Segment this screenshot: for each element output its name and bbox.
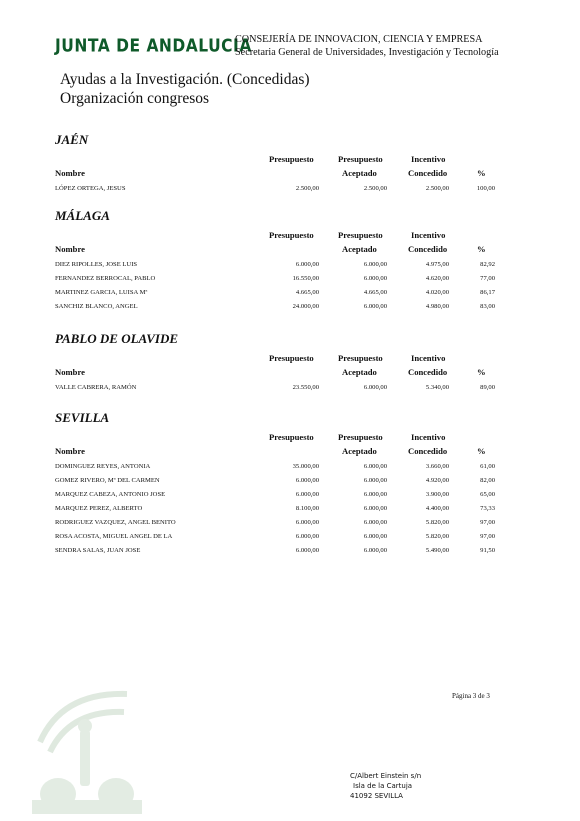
department-name: CONSEJERÍA DE INNOVACION, CIENCIA Y EMPRESA	[235, 34, 483, 45]
percentage-value: 61,00	[480, 463, 495, 470]
header-incentivo-1: Incentivo	[411, 230, 446, 240]
header-presupuesto-aceptado-2: Aceptado	[342, 446, 377, 456]
header-presupuesto-aceptado-1: Presupuesto	[338, 154, 383, 164]
section-2	[55, 331, 505, 395]
incentivo-value: 4.975,00	[425, 261, 449, 268]
header-incentivo-2: Concedido	[408, 367, 448, 377]
header-nombre: Nombre	[55, 446, 85, 456]
percentage-value: 65,00	[480, 491, 495, 498]
applicant-name: LÓPEZ ORTEGA, JESUS	[55, 185, 126, 192]
header-presupuesto-aceptado-1: Presupuesto	[338, 432, 383, 442]
address-line-2: Isla de la Cartuja	[353, 782, 413, 790]
table-row	[55, 544, 505, 558]
incentivo-value: 5.820,00	[425, 533, 449, 540]
percentage-value: 89,00	[480, 384, 495, 391]
column-header	[55, 353, 505, 381]
header-incentivo-1: Incentivo	[411, 432, 446, 442]
table-row	[55, 272, 505, 286]
applicant-name: GOMEZ RIVERO, Mª DEL CARMEN	[55, 477, 160, 484]
percentage-value: 83,00	[480, 303, 495, 310]
percentage-value: 77,00	[480, 275, 495, 282]
presupuesto-value: 6.000,00	[295, 261, 319, 268]
aceptado-value: 6.000,00	[363, 477, 387, 484]
table-row	[55, 182, 505, 196]
table-row	[55, 516, 505, 530]
table-row	[55, 300, 505, 314]
incentivo-value: 4.400,00	[425, 505, 449, 512]
applicant-name: MARQUEZ PEREZ, ALBERTO	[55, 505, 143, 512]
applicant-name: SANCHIZ BLANCO, ANGEL	[55, 303, 138, 310]
section-title: MÁLAGA	[55, 208, 110, 223]
title-line-1: Ayudas a la Investigación. (Concedidas)	[60, 71, 310, 88]
aceptado-value: 6.000,00	[363, 261, 387, 268]
aceptado-value: 4.665,00	[363, 289, 387, 296]
percentage-value: 73,33	[480, 505, 495, 512]
section-1	[55, 208, 505, 314]
percentage-value: 97,00	[480, 519, 495, 526]
table-row	[55, 502, 505, 516]
incentivo-value: 5.490,00	[425, 547, 449, 554]
incentivo-value: 4.620,00	[425, 275, 449, 282]
presupuesto-value: 23.550,00	[292, 384, 319, 391]
header-presupuesto: Presupuesto	[269, 230, 314, 240]
header-pct: %	[477, 168, 486, 178]
title-line-2: Organización congresos	[60, 90, 210, 107]
table-row	[55, 474, 505, 488]
applicant-name: MARQUEZ CABEZA, ANTONIO JOSE	[55, 491, 166, 498]
applicant-name: DIEZ RIPOLLES, JOSE LUIS	[55, 261, 138, 268]
section-title: JAÉN	[55, 132, 89, 147]
table-row	[55, 381, 505, 395]
presupuesto-value: 24.000,00	[292, 303, 319, 310]
column-header	[55, 432, 505, 460]
section-3	[55, 410, 505, 558]
presupuesto-value: 35.000,00	[292, 463, 319, 470]
table-row	[55, 258, 505, 272]
page-number: Página 3 de 3	[452, 692, 490, 700]
presupuesto-value: 6.000,00	[295, 519, 319, 526]
header-presupuesto-aceptado-2: Aceptado	[342, 168, 377, 178]
presupuesto-value: 2.500,00	[295, 185, 319, 192]
header-pct: %	[477, 367, 486, 377]
header-presupuesto-aceptado-1: Presupuesto	[338, 353, 383, 363]
percentage-value: 82,92	[480, 261, 495, 268]
aceptado-value: 2.500,00	[363, 185, 387, 192]
presupuesto-value: 16.550,00	[292, 275, 319, 282]
presupuesto-value: 8.100,00	[295, 505, 319, 512]
incentivo-value: 5.340,00	[425, 384, 449, 391]
header-presupuesto-aceptado-1: Presupuesto	[338, 230, 383, 240]
aceptado-value: 6.000,00	[363, 547, 387, 554]
header-incentivo-2: Concedido	[408, 446, 448, 456]
secretariat-name: Secretaria General de Universidades, Investigación y Tecnología	[235, 47, 499, 58]
header-incentivo-1: Incentivo	[411, 154, 446, 164]
column-header	[55, 154, 505, 182]
header-nombre: Nombre	[55, 244, 85, 254]
column-header	[55, 230, 505, 258]
applicant-name: ROSA ACOSTA, MIGUEL ANGEL DE LA	[55, 533, 173, 540]
section-0	[55, 132, 505, 196]
department-header	[235, 33, 499, 59]
junta-logo: JUNTA DE ANDALUCIA	[55, 36, 252, 57]
header-presupuesto: Presupuesto	[269, 353, 314, 363]
header-presupuesto-aceptado-2: Aceptado	[342, 367, 377, 377]
aceptado-value: 6.000,00	[363, 533, 387, 540]
header-presupuesto: Presupuesto	[269, 154, 314, 164]
address-block	[350, 771, 421, 801]
presupuesto-value: 6.000,00	[295, 491, 319, 498]
address-line-1: C/Albert Einstein s/n	[350, 772, 422, 780]
percentage-value: 100,00	[476, 185, 495, 192]
presupuesto-value: 6.000,00	[295, 547, 319, 554]
header-nombre: Nombre	[55, 168, 85, 178]
section-title: PABLO DE OLAVIDE	[55, 331, 179, 346]
incentivo-value: 5.820,00	[425, 519, 449, 526]
table-row	[55, 488, 505, 502]
applicant-name: MARTINEZ GARCIA, LUISA Mª	[55, 289, 148, 296]
table-row	[55, 530, 505, 544]
header-incentivo-1: Incentivo	[411, 353, 446, 363]
incentivo-value: 4.980,00	[425, 303, 449, 310]
aceptado-value: 6.000,00	[363, 275, 387, 282]
aceptado-value: 6.000,00	[363, 505, 387, 512]
percentage-value: 82,00	[480, 477, 495, 484]
applicant-name: SENDRA SALAS, JUAN JOSE	[55, 547, 141, 554]
document-title	[60, 70, 310, 108]
aceptado-value: 6.000,00	[363, 384, 387, 391]
aceptado-value: 6.000,00	[363, 519, 387, 526]
presupuesto-value: 4.665,00	[295, 289, 319, 296]
incentivo-value: 4.920,00	[425, 477, 449, 484]
table-row	[55, 460, 505, 474]
incentivo-value: 3.660,00	[425, 463, 449, 470]
section-title: SEVILLA	[55, 410, 110, 425]
andalucia-emblem-watermark	[32, 682, 142, 814]
header-presupuesto-aceptado-2: Aceptado	[342, 244, 377, 254]
header-pct: %	[477, 446, 486, 456]
presupuesto-value: 6.000,00	[295, 533, 319, 540]
table-row	[55, 286, 505, 300]
aceptado-value: 6.000,00	[363, 463, 387, 470]
percentage-value: 97,00	[480, 533, 495, 540]
header-pct: %	[477, 244, 486, 254]
header-presupuesto: Presupuesto	[269, 432, 314, 442]
incentivo-value: 2.500,00	[425, 185, 449, 192]
incentivo-value: 3.900,00	[425, 491, 449, 498]
address-line-3: 41092 SEVILLA	[350, 792, 403, 800]
aceptado-value: 6.000,00	[363, 491, 387, 498]
header-incentivo-2: Concedido	[408, 168, 448, 178]
percentage-value: 91,50	[480, 547, 495, 554]
presupuesto-value: 6.000,00	[295, 477, 319, 484]
header-incentivo-2: Concedido	[408, 244, 448, 254]
applicant-name: FERNANDEZ BERROCAL, PABLO	[55, 275, 156, 282]
applicant-name: VALLE CABRERA, RAMÓN	[55, 384, 137, 391]
percentage-value: 86,17	[480, 289, 495, 296]
header-nombre: Nombre	[55, 367, 85, 377]
incentivo-value: 4.020,00	[425, 289, 449, 296]
applicant-name: DOMINGUEZ REYES, ANTONIA	[55, 463, 151, 470]
applicant-name: RODRIGUEZ VAZQUEZ, ANGEL BENITO	[55, 519, 176, 526]
aceptado-value: 6.000,00	[363, 303, 387, 310]
